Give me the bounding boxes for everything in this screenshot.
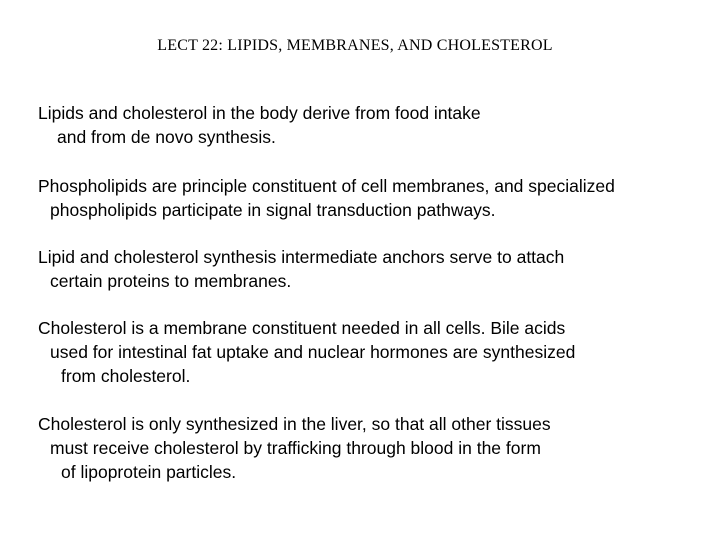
paragraph-line: Cholesterol is a membrane constituent needed in all cells. Bile acids bbox=[38, 318, 566, 338]
paragraph-line: from cholesterol. bbox=[61, 366, 191, 386]
paragraph-line: used for intestinal fat uptake and nuclear hormones are synthesized bbox=[50, 342, 576, 362]
paragraph-cholesterol-synthesis bbox=[38, 412, 551, 484]
paragraph-phospholipids bbox=[38, 174, 615, 222]
slide-title: LECT 22: LIPIDS, MEMBRANES, AND CHOLESTEROL bbox=[157, 37, 553, 54]
paragraph-line: Phospholipids are principle constituent of cell membranes, and specialized bbox=[38, 176, 615, 196]
paragraph-line: certain proteins to membranes. bbox=[50, 271, 292, 291]
paragraph-anchors bbox=[38, 245, 564, 293]
paragraph-line: Cholesterol is only synthesized in the liver, so that all other tissues bbox=[38, 414, 551, 434]
paragraph-line: Lipid and cholesterol synthesis intermediate anchors serve to attach bbox=[38, 247, 565, 267]
paragraph-line: and from de novo synthesis. bbox=[57, 127, 276, 147]
paragraph-line: phospholipids participate in signal transduction pathways. bbox=[50, 200, 496, 220]
paragraph-line: must receive cholesterol by trafficking through blood in the form bbox=[50, 438, 541, 458]
paragraph-cholesterol-constituent bbox=[38, 316, 575, 388]
paragraph-line: Lipids and cholesterol in the body derive from food intake bbox=[38, 103, 481, 123]
paragraph-lipid-sources bbox=[38, 101, 481, 149]
paragraph-line: of lipoprotein particles. bbox=[61, 462, 237, 482]
